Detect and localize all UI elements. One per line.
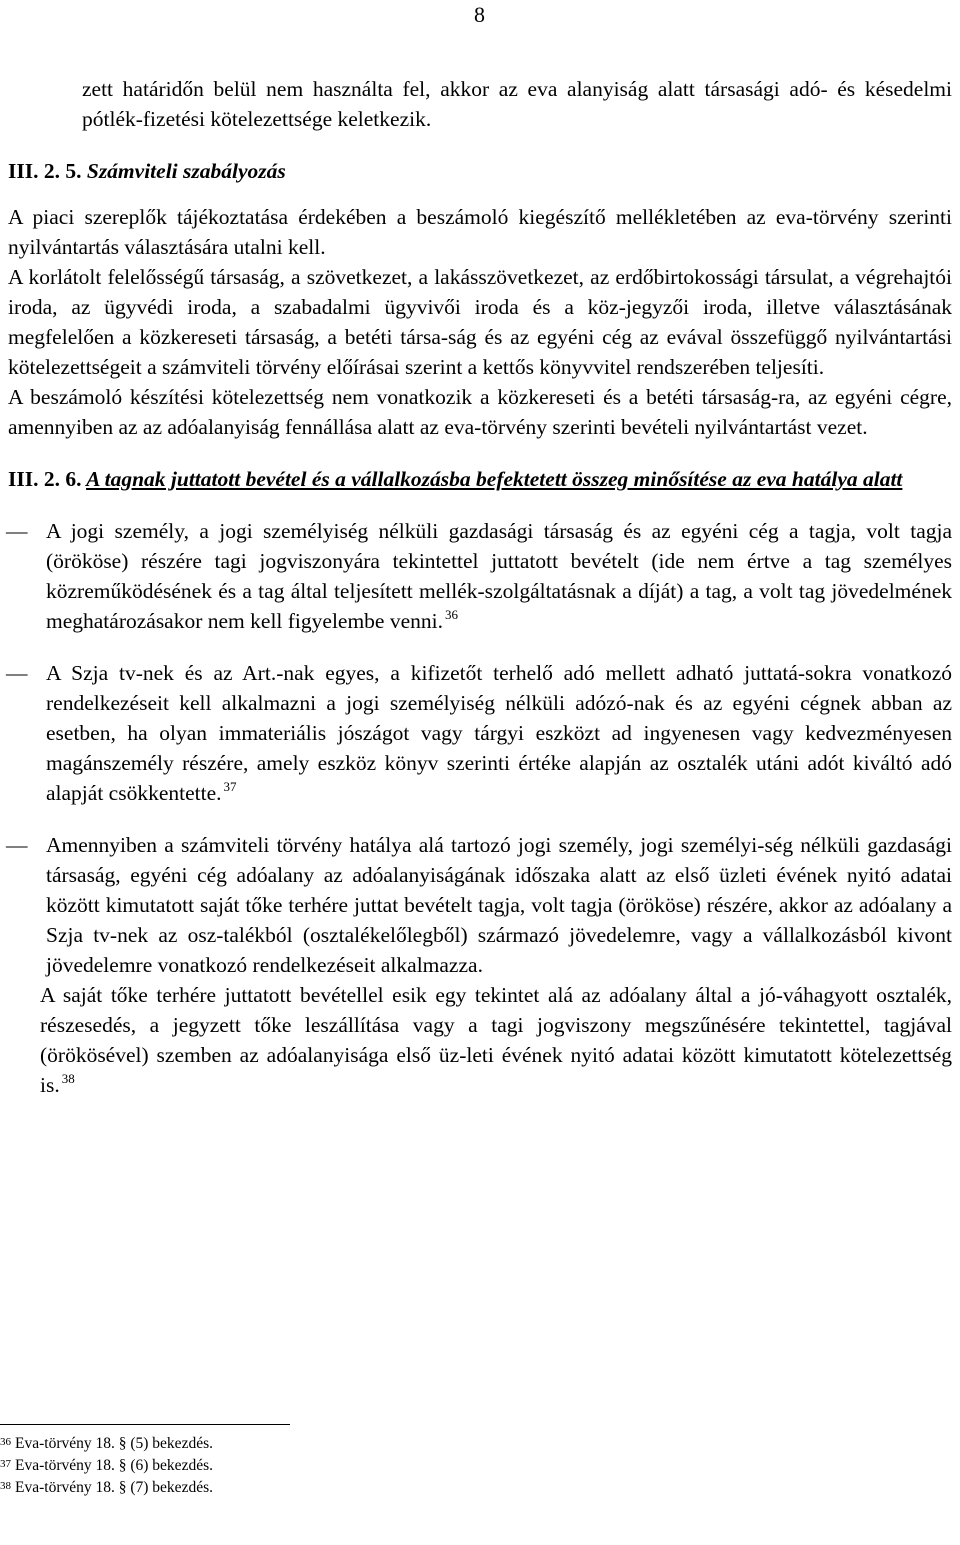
footnote-text: Eva-törvény 18. § (7) bekezdés. — [15, 1479, 213, 1496]
footnote-text: Eva-törvény 18. § (5) bekezdés. — [15, 1435, 213, 1452]
list-item-text: A jogi személy, a jogi személyiség nélküli gazdasági társaság és az egyéni cég a tagja, volt tagja (örököse) részére tagi jogviszonyára tekintettel juttatott bevételt (ide nem értve a tag személyes közreműködésének és a tag által teljesített mellék-szolgáltatásnak a díját) a tag, a volt tag jövedelmének meghatározásakor nem kell figyelembe venni. — [46, 519, 952, 633]
section-number: III. 2. 5. — [8, 159, 82, 183]
dash-bullet: — — [6, 519, 28, 543]
footnotes — [0, 1433, 213, 1499]
section-title: A tagnak juttatott bevétel és a vállalkozásba befektetett összeg minősítése az eva hatálya alatt — [86, 467, 903, 491]
footnote — [0, 1455, 213, 1477]
section-heading-3-2-5 — [8, 156, 952, 186]
footnote — [0, 1477, 213, 1499]
section-title: Számviteli szabályozás — [86, 159, 286, 183]
footnote-separator — [0, 1424, 290, 1425]
footnote — [0, 1433, 213, 1455]
paragraph-own-capital — [8, 980, 952, 1100]
paragraph-disclosure: A piaci szereplők tájékoztatása érdekében a beszámoló kiegészítő mellékletében az eva-törvény szerinti nyilvántartás választására utalni kell. — [8, 205, 952, 259]
footnote-number: 37 — [0, 1458, 11, 1470]
footnote-ref[interactable]: 36 — [445, 607, 458, 622]
paragraph-text: A saját tőke terhére juttatott bevétellel esik egy tekintet alá az adóalany által a jó-váhagyott osztalék, részesedés, a jegyzett tőke leszállítása vagy a tagi jogviszony megszűnésére tekintettel, tagjával (örökösével) szemben az adóalanyisága első üz-leti évének nyitó adatai között kimutatott kötelezettség is. — [40, 983, 952, 1097]
footnote-number: 38 — [0, 1480, 11, 1492]
list-item-text: Amennyiben a számviteli törvény hatálya alá tartozó jogi személy, jogi személyi-ség nélküli gazdasági társaság, egyéni cég adóalany az adóalanyiságának időszaka alatt az első üzleti évének nyitó adatai között kimutatott saját tőke terhére juttat bevételt tagja, volt tagja (örököse) részére, akkor az adóalany a Szja tv-nek az osz-talékból (osztalékelőlegből) származó jövedelemre, vagy a vállalkozásból kivont jövedelemre vonatkozó rendelkezéseit alkalmazza. — [46, 833, 952, 977]
section-number: III. 2. 6. — [8, 467, 82, 491]
footnote-text: Eva-törvény 18. § (6) bekezdés. — [15, 1457, 213, 1474]
paragraph-continuation: zett határidőn belül nem használta fel, akkor az eva alanyiság alatt társasági adó- és késedelmi pótlék-fizetési kötelezettsége keletkezik. — [82, 77, 952, 131]
paragraph-report-exemption: A beszámoló készítési kötelezettség nem vonatkozik a közkereseti és a betéti társaság-ra, az egyéni cégre, amennyiben az az adóalanyiság fennállása alatt az eva-törvény szerinti bevételi nyilvántartást vezet. — [8, 385, 952, 439]
list-item — [8, 830, 952, 980]
section-heading-3-2-6 — [8, 464, 952, 494]
dash-bullet: — — [6, 661, 28, 685]
list-item — [8, 516, 952, 636]
list-item-text: A Szja tv-nek és az Art.-nak egyes, a kifizetőt terhelő adó mellett adható juttatá-sokra vonatkozó rendelkezéseit kell alkalmazni a jogi személyiség nélküli adózó-nak és az egyéni cégnek abban az esetben, ha olyan immateriális jószágot vagy tárgyi eszközt ad ingyenesen vagy kedvezményesen magánszemély részére, amely eszköz könyv szerinti értéke alapján az osztalék utáni adót kiváltó adó alapját csökkentette. — [46, 661, 952, 805]
footnote-ref[interactable]: 38 — [61, 1071, 75, 1086]
page-number: 8 — [474, 2, 485, 27]
dash-bullet: — — [6, 833, 28, 857]
list-item — [8, 658, 952, 808]
footnote-ref[interactable]: 37 — [223, 779, 237, 794]
page-content — [8, 74, 952, 1100]
footnote-number: 36 — [0, 1436, 11, 1448]
paragraph-entities: A korlátolt felelősségű társaság, a szövetkezet, a lakásszövetkezet, az erdőbirtokossági társulat, a végrehajtói iroda, az ügyvédi iroda, a szabadalmi ügyvivői iroda és a köz-jegyzői iroda, illetve választásának megfelelően a közkereseti társaság, a betéti társa-ság és az egyéni cég az evával összefüggő nyilvántartási kötelezettségeit a számviteli törvény előírásai szerint a kettős könyvvitel rendszerében teljesíti. — [8, 265, 952, 379]
